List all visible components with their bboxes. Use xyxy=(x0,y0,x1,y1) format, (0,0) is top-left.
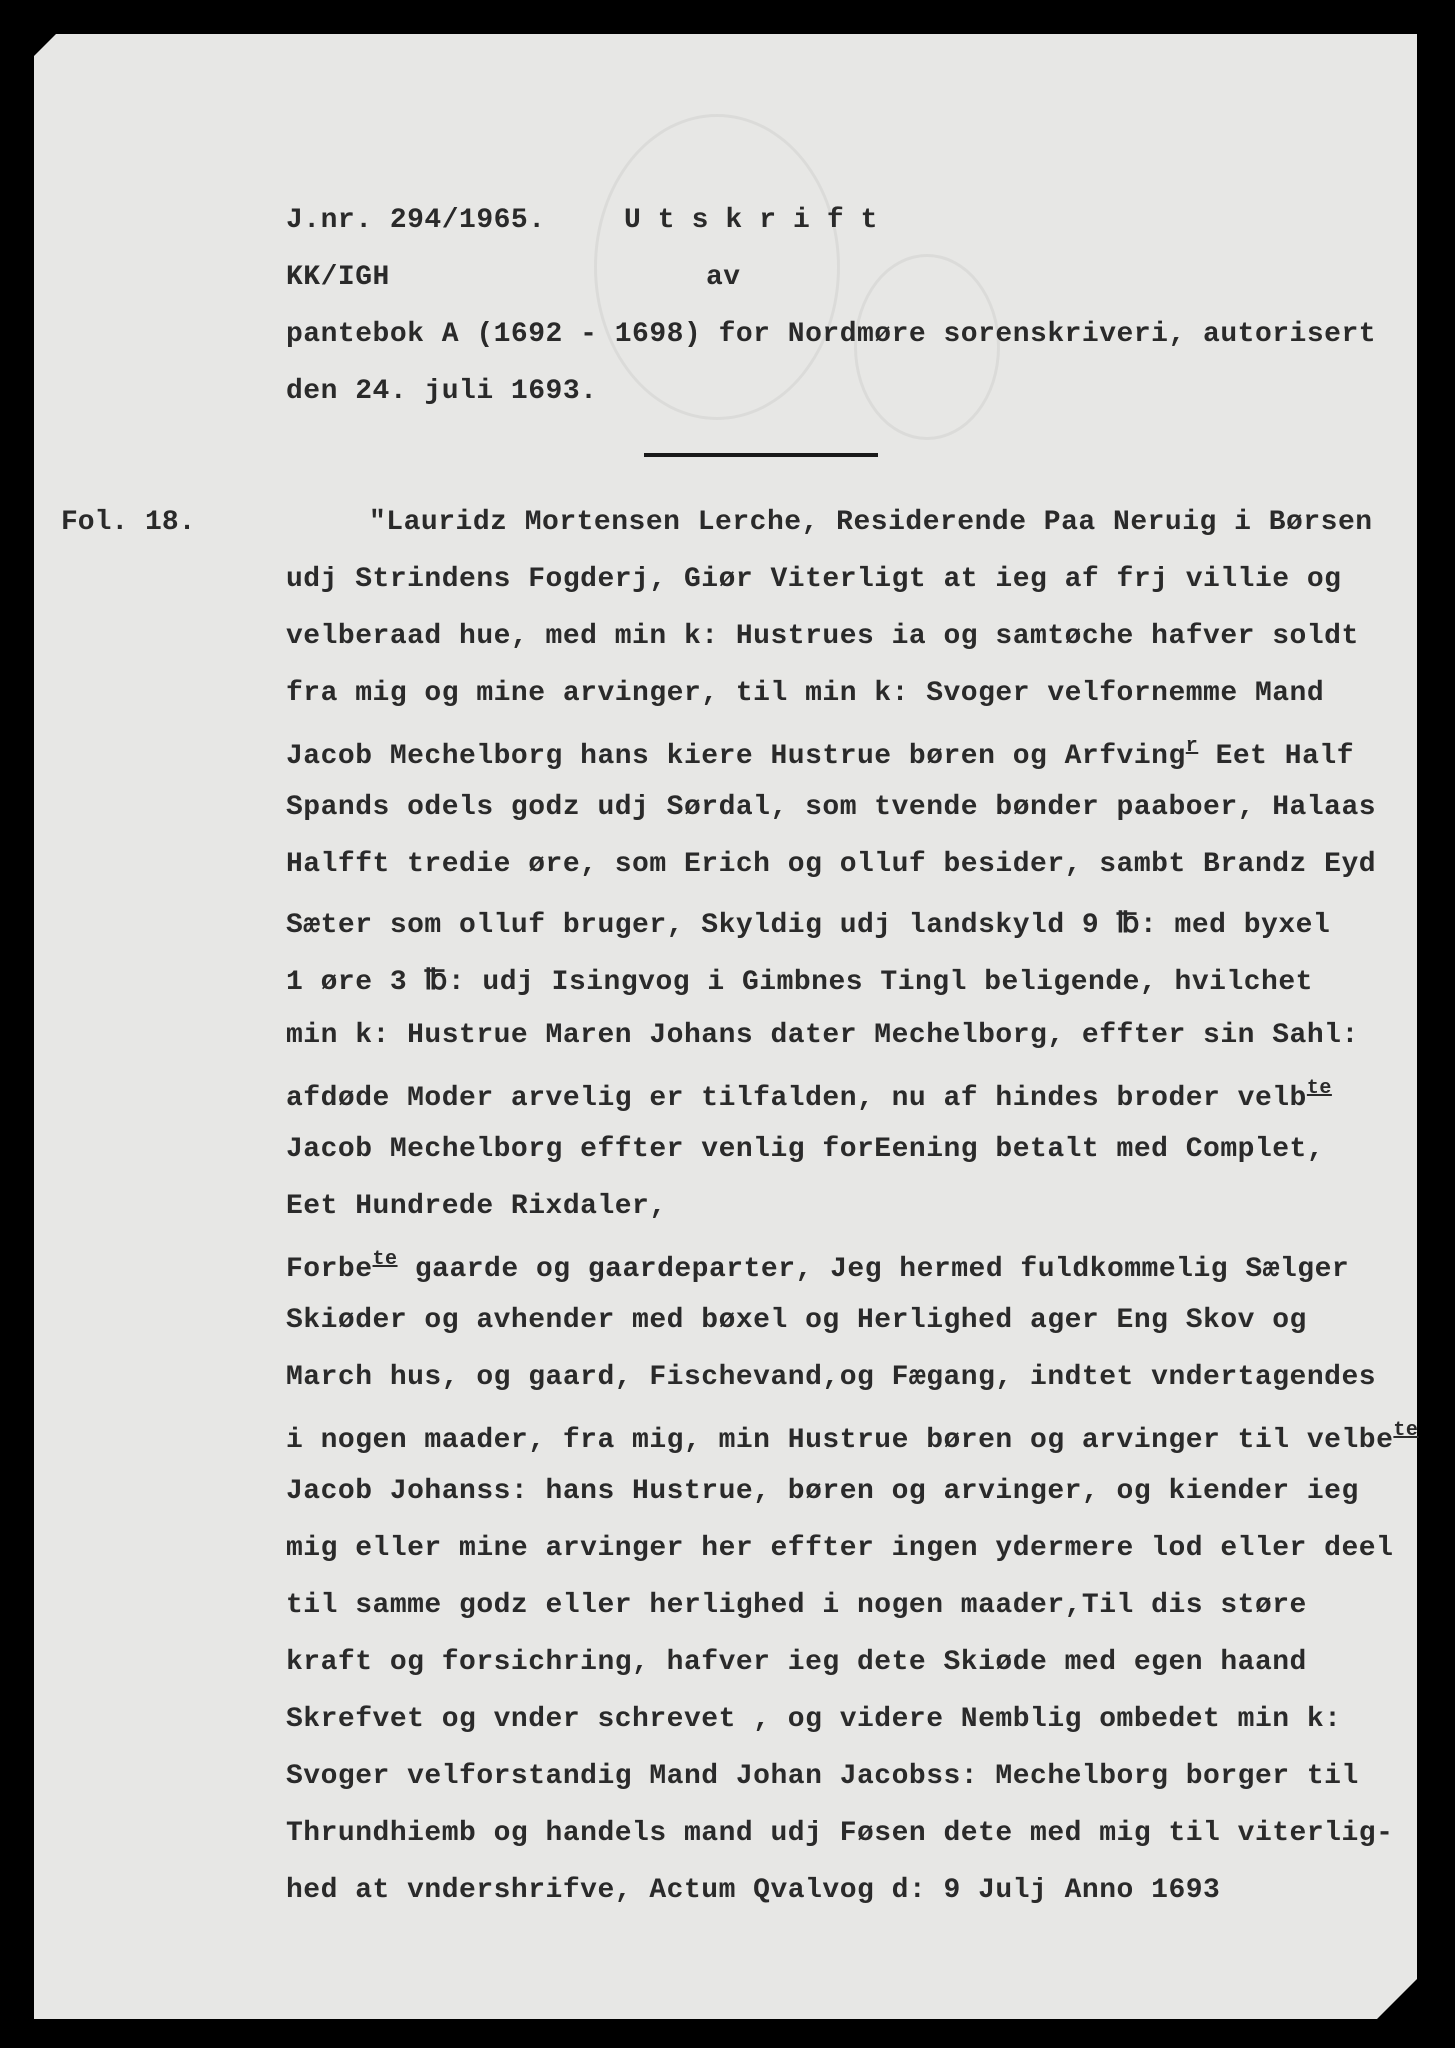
journal-number: J.nr. 294/1965. xyxy=(286,205,546,236)
document-page xyxy=(34,34,1417,2019)
body-line xyxy=(286,1077,1332,1114)
body-line: Jacob Johanss: hans Hustrue, børen og arvinger, og kiender ieg xyxy=(286,1476,1359,1507)
body-text: gaarde og gaardeparter, Jeg hermed fuldkommelig Sælger xyxy=(397,1254,1350,1285)
body-text: Forbe xyxy=(286,1254,373,1285)
body-line: Sæter som olluf bruger, Skyldig udj landskyld 9 ℔: med byxel xyxy=(286,910,1331,941)
av-word: av xyxy=(706,262,741,293)
body-line: Thrundhiemb og handels mand udj Føsen dete med mig til viterlig- xyxy=(286,1818,1394,1849)
body-line: March hus, og gaard, Fischevand,og Fægang, indtet vndertagendes xyxy=(286,1362,1377,1393)
body-line: Eet Hundrede Rixdaler, xyxy=(286,1191,667,1222)
document-title: Utskrift xyxy=(624,205,895,236)
body-line: "Lauridz Mortensen Lerche, Residerende Paa Neruig i Børsen xyxy=(369,507,1373,538)
superscript: te xyxy=(372,1248,398,1271)
body-line: Skiøder og avhender med bøxel og Herlighed ager Eng Skov og xyxy=(286,1305,1307,1336)
body-line: til samme godz eller herlighed i nogen maader,Til dis støre xyxy=(286,1590,1307,1621)
body-line: Svoger velforstandig Mand Johan Jacobss: Mechelborg borger til xyxy=(286,1761,1359,1792)
body-line: velberaad hue, med min k: Hustrues ia og samtøche hafver soldt xyxy=(286,621,1359,652)
body-line: mig eller mine arvinger her effter ingen ydermere lod eller deel xyxy=(286,1533,1394,1564)
superscript: r xyxy=(1185,735,1199,758)
body-line: Jacob Mechelborg effter venlig forEening betalt med Complet, xyxy=(286,1134,1325,1165)
body-line: kraft og forsichring, hafver ieg dete Skiøde med egen haand xyxy=(286,1647,1307,1678)
body-text: Eet Half xyxy=(1198,741,1354,772)
body-line: hed at vndershrifve, Actum Qvalvog d: 9 Julj Anno 1693 xyxy=(286,1875,1221,1906)
body-text: Jacob Mechelborg hans kiere Hustrue børen og Arfving xyxy=(286,741,1186,772)
body-line: Halfft tredie øre, som Erich og olluf besider, sambt Brandz Eyd xyxy=(286,849,1377,880)
superscript: te xyxy=(1306,1077,1332,1100)
body-line xyxy=(286,1248,1349,1285)
initials: KK/IGH xyxy=(286,262,390,293)
body-line: 1 øre 3 ℔: udj Isingvog i Gimbnes Tingl beligende, hvilchet xyxy=(286,967,1313,998)
body-text: afdøde Moder arvelig er tilfalden, nu af hindes broder velb xyxy=(286,1083,1307,1114)
body-line: Spands odels godz udj Sørdal, som tvende bønder paaboer, Halaas xyxy=(286,792,1377,823)
body-line: Skrefvet og vnder schrevet , og videre Nemblig ombedet min k: xyxy=(286,1704,1342,1735)
source-line: pantebok A (1692 - 1698) for Nordmøre sorenskriveri, autorisert xyxy=(286,319,1377,350)
body-line xyxy=(286,1419,1418,1456)
body-line: fra mig og mine arvinger, til min k: Svoger velfornemme Mand xyxy=(286,678,1325,709)
body-text: i nogen maader, fra mig, min Hustrue børen og arvinger til velbe xyxy=(286,1425,1394,1456)
folio-number: Fol. 18. xyxy=(61,507,196,538)
superscript: te xyxy=(1393,1419,1419,1442)
date-line: den 24. juli 1693. xyxy=(286,376,598,407)
body-line xyxy=(286,735,1354,772)
body-line: min k: Hustrue Maren Johans dater Mechelborg, effter sin Sahl: xyxy=(286,1020,1359,1051)
folded-corner xyxy=(1377,1979,1417,2019)
torn-corner xyxy=(34,34,56,56)
body-line: udj Strindens Fogderj, Giør Viterligt at ieg af frj villie og xyxy=(286,564,1342,595)
divider xyxy=(644,453,878,457)
